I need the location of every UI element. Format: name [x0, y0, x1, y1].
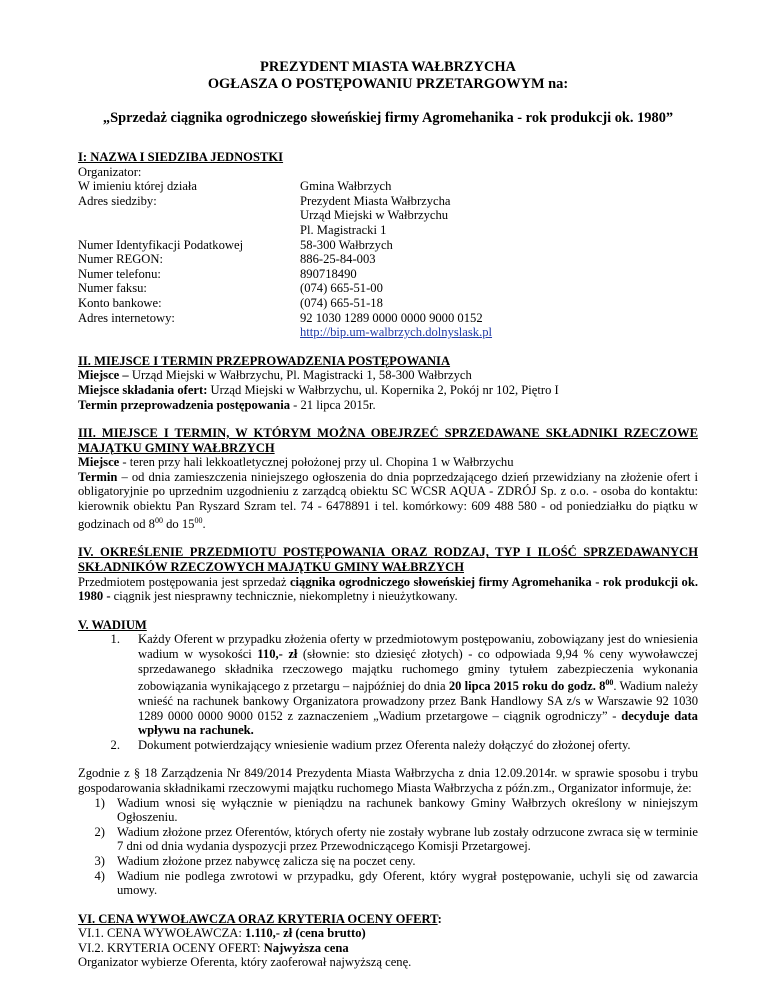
list-text: Wadium złożone przez Oferentów, których oferty nie zostały wybrane lub zostały odrzucone zwraca się w terminie 7 dni od dnia wydania dyspozycji przez Przewodniczącego Komisji Przetargowej.	[117, 824, 698, 854]
section-4	[78, 545, 698, 603]
price-value: 1.110,- zł (cena brutto)	[245, 926, 366, 941]
value-on-behalf: Prezydent Miasta Wałbrzycha	[300, 193, 451, 208]
document-page	[78, 0, 698, 970]
sup-hour: 00	[605, 678, 614, 688]
section-1	[78, 150, 698, 340]
offers-place-label: Miejsce składania ofert:	[78, 382, 208, 397]
website-link[interactable]: http://bip.um-walbrzych.dolnyslask.pl	[300, 325, 493, 340]
label-phone: Numer telefonu:	[78, 266, 161, 281]
value-bank-account: 92 1030 1289 0000 0000 9000 0152	[300, 310, 483, 325]
deposit-item-1	[138, 632, 698, 737]
sup-hour: 00	[154, 515, 163, 525]
header-subject: „Sprzedaż ciągnika ogrodniczego słoweńskiej firmy Agromehanika - rok produkcji ok. 1980”	[102, 110, 674, 126]
subject-item: ciągnika ogrodniczego słoweńskiej firmy Agromehanika - rok produkcji ok. 1980 -	[78, 574, 698, 604]
criteria-value: Najwyższa cena	[263, 940, 349, 955]
sup-hour: 00	[194, 515, 203, 525]
selection-note: Organizator wybierze Oferenta, który zaoferował najwyższą cenę.	[78, 955, 412, 970]
label-spacer	[78, 208, 300, 223]
price-line	[78, 926, 698, 941]
criteria-label: VI.2. KRYTERIA OCENY OFERT:	[78, 940, 264, 955]
offers-place-line	[78, 383, 698, 398]
list-item	[78, 796, 698, 825]
viewing-time-mid: do 15	[162, 516, 195, 531]
price-label: VI.1. CENA WYWOŁAWCZA:	[78, 926, 246, 941]
place-label: Miejsce –	[78, 368, 129, 383]
list-item	[78, 854, 698, 869]
list-text: Wadium nie podlega zwrotowi w przypadku, gdy Oferent, który wygrał postępowanie, uchyli się od zawarcia umowy.	[117, 868, 698, 898]
subject-paragraph	[78, 575, 698, 604]
value-address-2: Pl. Magistracki 1	[300, 222, 387, 237]
info-values	[300, 165, 492, 340]
label-nip: Numer Identyfikacji Podatkowej	[78, 237, 244, 252]
section-3-title: III. MIEJSCE I TERMIN, W KTÓRYM MOŻNA OBEJRZEĆ SPRZEDAWANE SKŁADNIKI RZECZOWE MAJĄTKU GMINY WAŁBRZYCH	[78, 426, 698, 455]
header	[78, 59, 698, 127]
list-number: 2)	[94, 824, 105, 839]
label-fax: Numer faksu:	[78, 281, 147, 296]
label-regon: Numer REGON:	[78, 252, 163, 267]
list-number: 1)	[94, 795, 105, 810]
regulation-paragraph: Zgodnie z § 18 Zarządzenia Nr 849/2014 Prezydenta Miasta Wałbrzycha z dnia 12.09.2014r. w sprawie sposobu i trybu gospodarowania składnikami rzeczowymi majątku ruchomego Miasta Wałbrzycha z późn.zm., Organizator informuje, że:	[78, 766, 698, 795]
list-item	[78, 825, 698, 854]
deposit-item-2: Dokument potwierdzający wniesienie wadium przez Oferenta należy dołączyć do złożonej oferty.	[138, 737, 631, 752]
date-line	[78, 398, 698, 413]
viewing-place	[78, 455, 698, 470]
label-spacer	[78, 223, 300, 238]
list-number: 1.	[110, 632, 120, 647]
place-line	[78, 368, 698, 383]
date-value: - 21 lipca 2015r.	[290, 397, 376, 412]
value-address-1: Urząd Miejski w Wałbrzychu	[300, 208, 449, 223]
viewing-place-value: - teren przy hali lekkoatletycznej położonej przy ul. Chopina 1 w Wałbrzychu	[119, 455, 514, 470]
section-6-title: VI. CENA WYWOŁAWCZA ORAZ KRYTERIA OCENY OFERT	[78, 911, 438, 926]
section-4-title: IV. OKREŚLENIE PRZEDMIOTU POSTĘPOWANIA ORAZ RODZAJ, TYP I ILOŚĆ SPRZEDAWANYCH SKŁADNIKÓW RZECZOWYCH MAJĄTKU GMINY WAŁBRZYCH	[78, 545, 698, 575]
date-label: Termin przeprowadzenia postępowania	[78, 397, 291, 412]
deposit-deadline: 20 lipca 2015 roku do godz. 8	[448, 679, 606, 694]
value-fax: (074) 665-51-18	[300, 295, 383, 310]
value-nip: 886-25-84-003	[300, 252, 376, 267]
section-5-title: V. WADIUM	[78, 617, 147, 632]
list-number: 3)	[94, 853, 105, 868]
list-text: Wadium złożone przez nabywcę zalicza się na poczet ceny.	[117, 853, 416, 868]
section-5	[78, 618, 698, 898]
criteria-line	[78, 941, 698, 956]
list-text: Wadium wnosi się wyłącznie w pieniądzu na rachunek bankowy Gminy Wałbrzych określony w niniejszym Ogłoszeniu.	[117, 795, 698, 825]
viewing-time-label: Termin	[78, 469, 118, 484]
list-item	[78, 738, 698, 753]
deposit-amount: 110,- zł	[257, 647, 298, 661]
list-item	[78, 869, 698, 898]
section-6	[78, 912, 698, 970]
section-1-title: I: NAZWA I SIEDZIBA JEDNOSTKI	[78, 150, 284, 164]
deposit-note: decyduje data wpływu na rachunek.	[138, 708, 698, 738]
viewing-time-value: – od dnia zamieszczenia niniejszego ogłoszenia do dnia poprzedzającego dzień przewidziany na złożenie ofert i obligatoryjnie po uprzednim uzgodnieniu z zarządcą obiektu SC WCSR AQUA - ZDRÓJ Sp. z o.o. - osoba do kontaktu: kierownik obiektu Pan Ryszard Szram tel. 74 - 6478891 i tel. komórkowy: 609 488 580 - od poniedziałku do piątku w godzinach od 8	[78, 469, 698, 531]
value-address-3: 58-300 Wałbrzych	[300, 237, 393, 252]
list-number: 2.	[110, 737, 120, 752]
list-number: 4)	[94, 868, 105, 883]
info-labels	[78, 165, 300, 340]
header-line-1: PREZYDENT MIASTA WAŁBRZYCHA	[260, 59, 516, 75]
list-item	[78, 632, 698, 737]
subject-intro: Przedmiotem postępowania jest sprzedaż	[78, 574, 290, 589]
viewing-time	[78, 470, 698, 532]
label-on-behalf: W imieniu której działa	[78, 179, 198, 194]
section-6-title-line	[78, 912, 698, 927]
regulation-list	[78, 796, 698, 898]
viewing-place-label: Miejsce	[78, 455, 120, 470]
section-3	[78, 426, 698, 531]
title-colon: :	[437, 911, 442, 926]
subject-condition: ciągnik jest niesprawny technicznie, niekompletny i nieużytkowany.	[110, 589, 458, 604]
value-regon: 890718490	[300, 266, 357, 281]
viewing-time-end: .	[202, 516, 206, 531]
offers-place-value: Urząd Miejski w Wałbrzychu, ul. Kopernika 2, Pokój nr 102, Piętro I	[207, 382, 559, 397]
header-line-2: OGŁASZA O POSTĘPOWANIU PRZETARGOWYM na:	[207, 76, 569, 92]
label-organizer: Organizator:	[78, 164, 142, 179]
label-address: Adres siedziby:	[78, 193, 157, 208]
label-bank-account: Konto bankowe:	[78, 295, 162, 310]
text: (słownie: sto dziesięć złotych) - co odpowiada 9,94 % ceny wywoławczej sprzedawanego składnika rzeczowego majątku ruchomego gminy tytułem zabezpieczenia wykonania zobowiązania wynikającego z przetargu – najpóźniej do dnia	[138, 647, 698, 694]
value-phone: (074) 665-51-00	[300, 281, 383, 296]
text: . Wadium należy wnieść na rachunek bankowy Organizatora prowadzony przez Bank Handlowy SA z/s w Warszawie 92 1030 1289 0000 0000 9000 0152 z zaznaczeniem „Wadium przetargowe – ciągnik ogrodniczy” -	[138, 679, 698, 723]
text: Każdy Oferent w przypadku złożenia oferty w przedmiotowym postępowaniu, zobowiązany jest do wniesienia wadium w wysokości	[138, 632, 698, 661]
label-website: Adres internetowy:	[78, 310, 175, 325]
section-2-title: II. MIEJSCE I TERMIN PRZEPROWADZENIA POSTĘPOWANIA	[78, 353, 451, 368]
place-value: Urząd Miejski w Wałbrzychu, Pl. Magistracki 1, 58-300 Wałbrzych	[128, 368, 472, 383]
organizer-info-table	[78, 165, 492, 340]
value-organizer: Gmina Wałbrzych	[300, 179, 392, 194]
section-2	[78, 354, 698, 412]
